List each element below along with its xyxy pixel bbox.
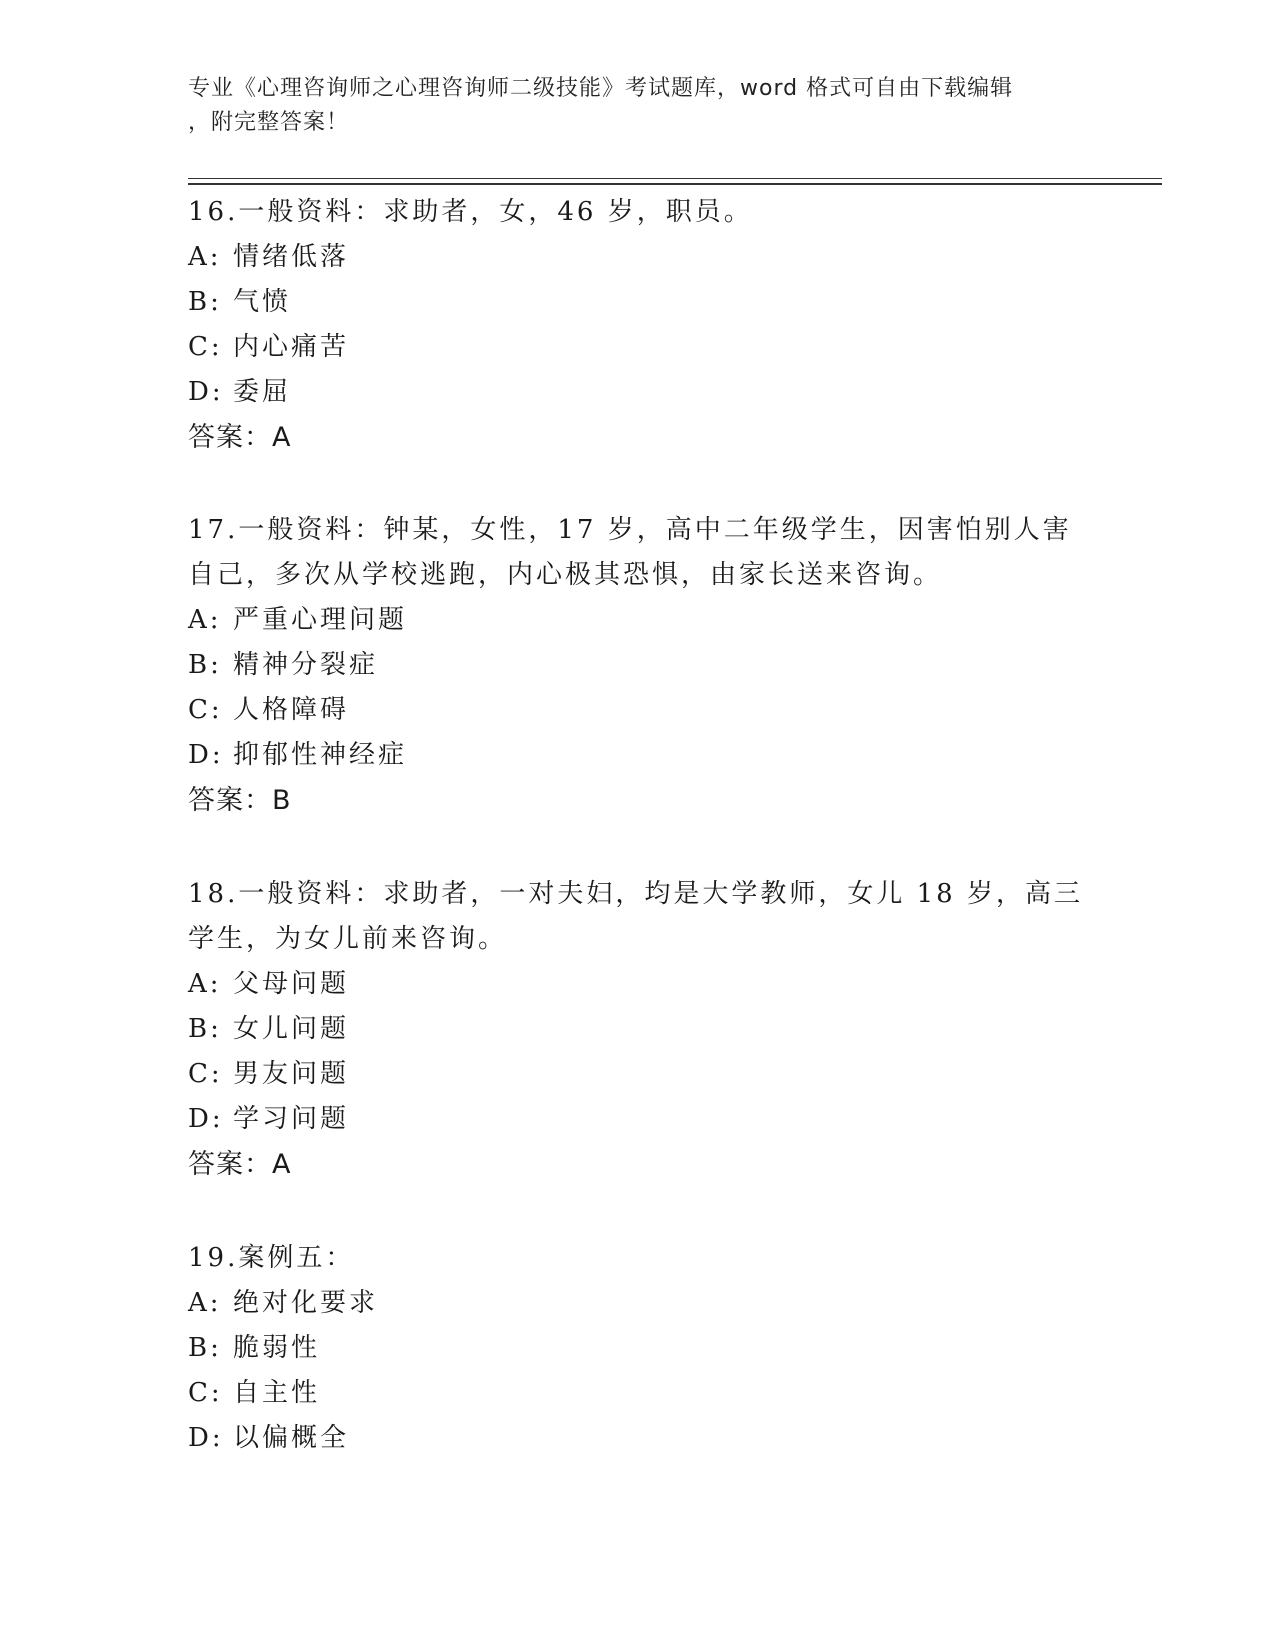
option-text: 气愤 xyxy=(233,287,292,317)
question-19 xyxy=(188,1236,1088,1461)
option-key: D: xyxy=(188,377,224,407)
option-key: C: xyxy=(188,1378,223,1408)
question-16 xyxy=(188,190,1088,460)
option-c xyxy=(188,1371,1088,1416)
document-header xyxy=(188,72,1088,140)
option-key: B: xyxy=(188,1333,222,1363)
option-text: 脆弱性 xyxy=(233,1333,321,1363)
header-divider-thick xyxy=(188,183,1162,185)
question-18 xyxy=(188,872,1088,1187)
option-d xyxy=(188,1416,1088,1461)
option-a xyxy=(188,1281,1088,1326)
option-text: 女儿问题 xyxy=(233,1014,350,1044)
question-stem: 17.一般资料：钟某，女性，17 岁，高中二年级学生，因害怕别人害自己，多次从学校逃跑，内心极其恐惧，由家长送来咨询。 xyxy=(188,515,1072,590)
option-key: A: xyxy=(188,969,222,999)
option-key: D: xyxy=(188,1104,224,1134)
header-line-1: 专业《心理咨询师之心理咨询师二级技能》考试题库，word 格式可自由下载编辑 xyxy=(188,76,1014,101)
option-key: B: xyxy=(188,650,222,680)
option-key: A: xyxy=(188,1288,222,1318)
option-text: 以偏概全 xyxy=(233,1423,350,1453)
option-b xyxy=(188,280,1088,325)
option-text: 内心痛苦 xyxy=(233,332,350,362)
question-stem: 16.一般资料：求助者，女，46 岁，职员。 xyxy=(188,197,753,227)
answer: 答案：A xyxy=(188,1149,292,1180)
option-text: 人格障碍 xyxy=(233,695,350,725)
option-d xyxy=(188,370,1088,415)
option-text: 精神分裂症 xyxy=(233,650,379,680)
option-b xyxy=(188,643,1088,688)
option-text: 自主性 xyxy=(233,1378,321,1408)
option-b xyxy=(188,1326,1088,1371)
option-key: A: xyxy=(188,242,222,272)
option-text: 父母问题 xyxy=(233,969,350,999)
question-stem: 18.一般资料：求助者，一对夫妇，均是大学教师，女儿 18 岁，高三学生，为女儿前来咨询。 xyxy=(188,879,1083,954)
option-a xyxy=(188,598,1088,643)
answer: 答案：B xyxy=(188,785,292,816)
option-key: B: xyxy=(188,287,222,317)
option-key: C: xyxy=(188,695,223,725)
question-stem: 19.案例五： xyxy=(188,1243,355,1273)
answer: 答案：A xyxy=(188,422,292,453)
option-c xyxy=(188,688,1088,733)
option-key: C: xyxy=(188,332,223,362)
option-b xyxy=(188,1007,1088,1052)
option-key: D: xyxy=(188,740,224,770)
option-text: 委屈 xyxy=(233,377,292,407)
option-d xyxy=(188,1097,1088,1142)
option-a xyxy=(188,962,1088,1007)
option-text: 情绪低落 xyxy=(233,242,350,272)
header-divider-thin xyxy=(188,178,1162,179)
option-text: 学习问题 xyxy=(233,1104,350,1134)
question-17 xyxy=(188,508,1088,823)
option-a xyxy=(188,235,1088,280)
option-text: 严重心理问题 xyxy=(233,605,408,635)
option-key: D: xyxy=(188,1423,224,1453)
option-key: B: xyxy=(188,1014,222,1044)
header-line-2: ，附完整答案！ xyxy=(188,110,350,135)
option-key: C: xyxy=(188,1059,223,1089)
option-text: 男友问题 xyxy=(233,1059,350,1089)
option-c xyxy=(188,325,1088,370)
option-c xyxy=(188,1052,1088,1097)
option-key: A: xyxy=(188,605,222,635)
option-text: 绝对化要求 xyxy=(233,1288,379,1318)
option-text: 抑郁性神经症 xyxy=(233,740,408,770)
option-d xyxy=(188,733,1088,778)
